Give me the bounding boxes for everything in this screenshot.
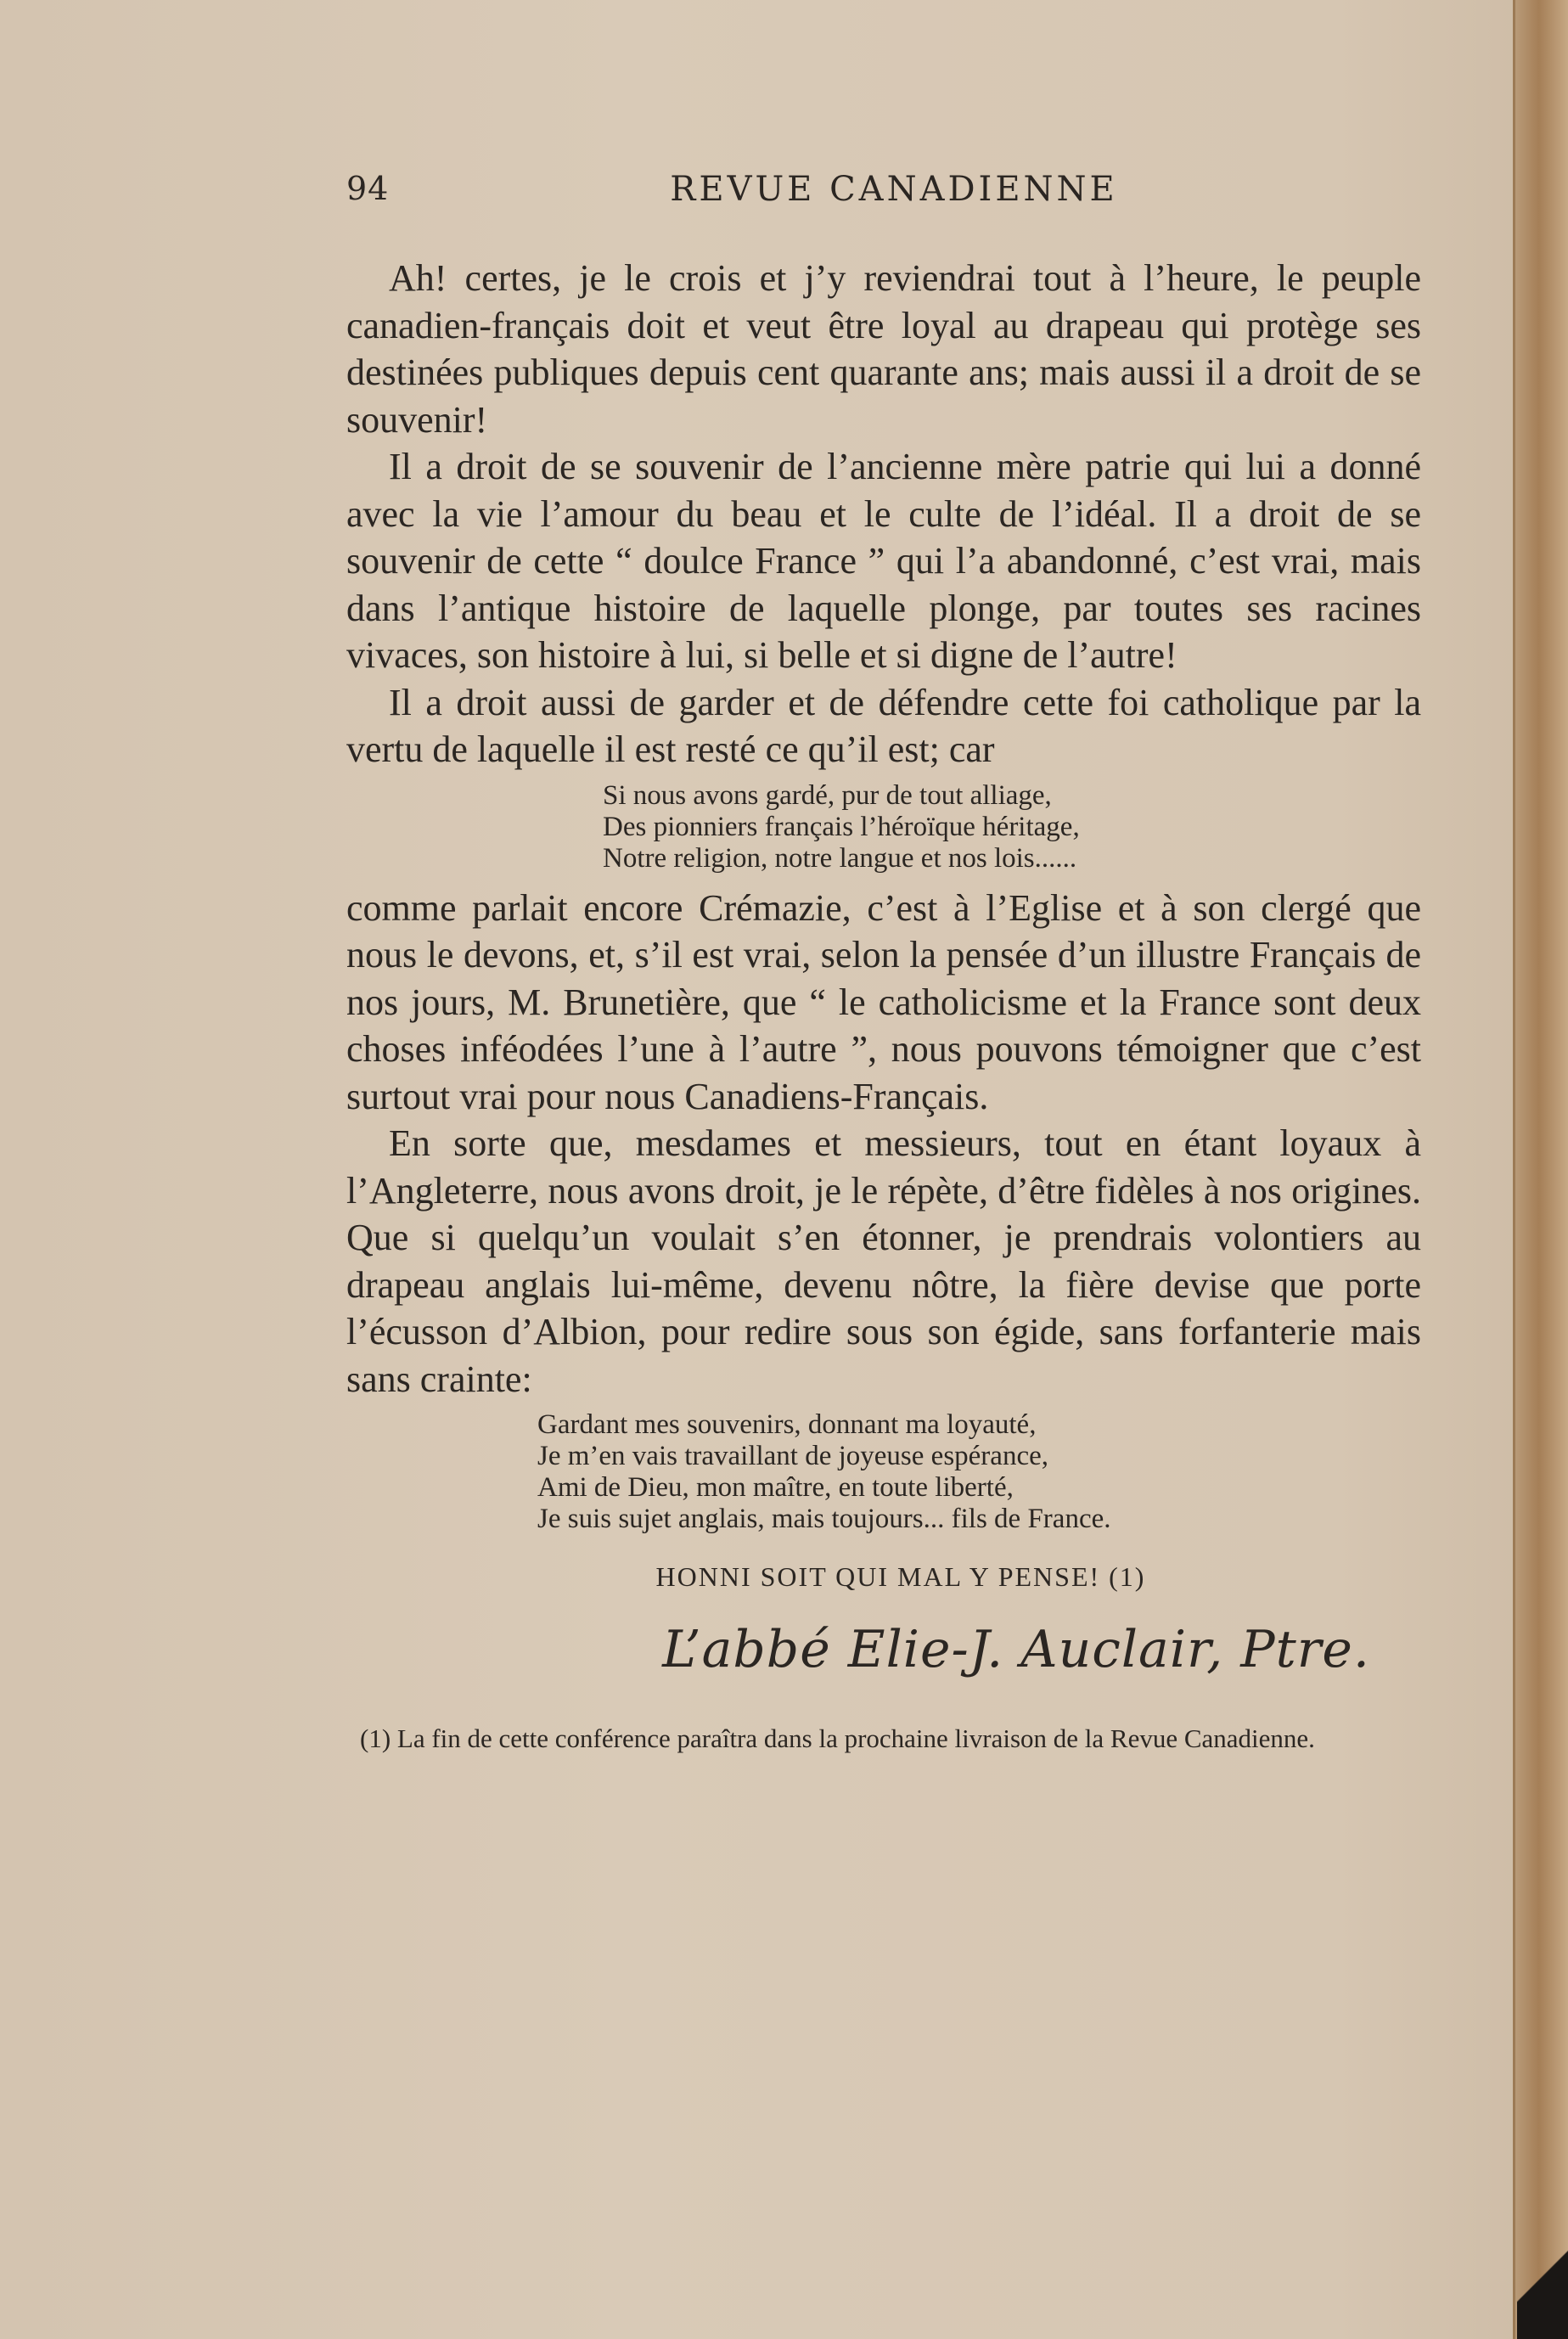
page-number: 94: [346, 170, 390, 207]
book-spine-edge: [1513, 0, 1568, 2339]
verse-line: Je m’en vais travaillant de joyeuse espérance,: [537, 1441, 1048, 1471]
article-body: [346, 255, 1421, 1755]
quoted-verse-cremazie: [346, 780, 1421, 874]
author-signature: L’abbé Elie-J. Auclair, Ptre.: [662, 1619, 1370, 1679]
verse-line: Gardant mes souvenirs, donnant ma loyauté,: [537, 1409, 1037, 1440]
footnote: (1) La fin de cette conférence paraîtra dans la prochaine livraison de la Revue Canadienne.: [360, 1723, 1315, 1753]
quoted-verse-motto: [346, 1409, 1421, 1535]
paragraph-3: Il a droit aussi de garder et de défendre cette foi catholique par la vertu de laquelle il est resté ce qu’il est; car: [346, 681, 1421, 770]
paragraph-1: Ah! certes, je le crois et j’y reviendrai tout à l’heure, le peuple canadien-français doit et veut être loyal au drapeau qui protège ses destinées publiques depuis cent quarante ans; mais aussi il a droit de se souvenir!: [346, 257, 1421, 441]
verse-line: Des pionniers français l’héroïque héritage,: [603, 811, 1080, 842]
page-header: [346, 170, 1442, 221]
motto-line: HONNI SOIT QUI MAL Y PENSE! (1): [655, 1561, 1146, 1592]
verse-line: Si nous avons gardé, pur de tout alliage,: [603, 779, 1052, 811]
verse-line: Ami de Dieu, mon maître, en toute liberté,: [537, 1472, 1014, 1503]
dark-corner: [1517, 2212, 1568, 2339]
verse-line: Je suis sujet anglais, mais toujours... fils de France.: [537, 1504, 1111, 1534]
paragraph-final: En sorte que, mesdames et messieurs, tout en étant loyaux à l’Angleterre, nous avons droit, je le répète, d’être fidèles à nos origines. Que si quelqu’un voulait s’en étonner, je prendrais volontiers au drapeau anglais lui-même, devenu nôtre, la fière devise que porte l’écusson d’Albion, pour redire sous son égide, sans forfanterie mais sans crainte:: [346, 1122, 1421, 1400]
paragraph-continuation: comme parlait encore Crémazie, c’est à l’Eglise et à son clergé que nous le devons, et, s’il est vrai, selon la pensée d’un illustre Français de nos jours, M. Brunetière, que “ le catholicisme et la France sont deux choses inféodées l’une à l’autre ”, nous pouvons témoigner que c’est surtout vrai pour nous Canadiens-Français.: [346, 886, 1421, 1117]
paragraph-2: Il a droit de se souvenir de l’ancienne mère patrie qui lui a donné avec la vie l’amour du beau et le culte de l’idéal. Il a droit de se souvenir de cette “ doulce France ” qui l’a abandonné, c’est vrai, mais dans l’antique histoire de laquelle plonge, par toutes ses racines vivaces, son histoire à lui, si belle et si digne de l’autre!: [346, 446, 1421, 676]
verse-line: Notre religion, notre langue et nos lois......: [603, 842, 1077, 874]
running-title: REVUE CANADIENNE: [670, 170, 1118, 209]
